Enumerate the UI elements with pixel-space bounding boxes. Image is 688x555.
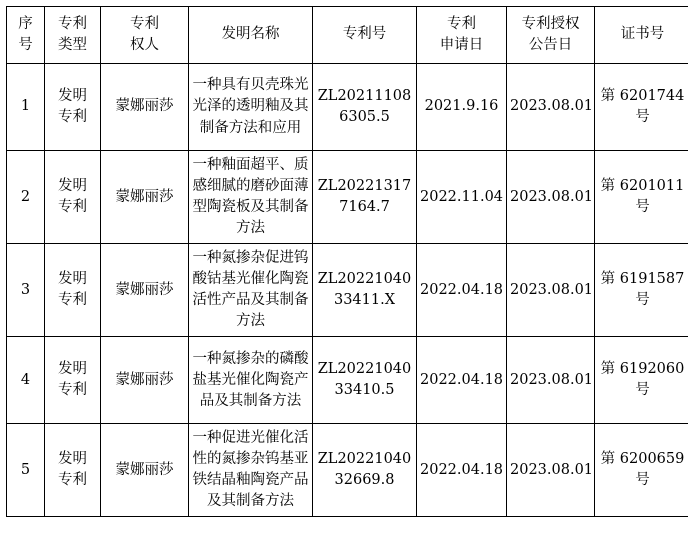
cell-apply-date: 2021.9.16 xyxy=(417,64,507,151)
cell-cert-no: 第 6201011 号 xyxy=(595,151,688,244)
header-apply-date-line-1: 专利 xyxy=(447,15,476,32)
header-owner-line-1: 专利 xyxy=(130,15,159,32)
cell-seq: 1 xyxy=(7,64,45,151)
header-name-line-1: 发明名称 xyxy=(221,26,280,43)
cell-type-line-1: 发明 xyxy=(58,451,87,468)
header-owner-line-2: 权人 xyxy=(130,37,159,53)
cell-type-line-1: 发明 xyxy=(58,271,87,288)
cell-type-line-2: 专利 xyxy=(58,472,87,489)
table-row xyxy=(7,337,688,424)
cell-type xyxy=(45,151,101,244)
table-row xyxy=(7,424,688,517)
cell-invention-name: 一种氮掺杂的磷酸盐基光催化陶瓷产品及其制备方法 xyxy=(189,337,313,424)
cell-owner: 蒙娜丽莎 xyxy=(101,244,189,337)
header-grant-date-line-2: 公告日 xyxy=(528,37,573,53)
cell-seq: 5 xyxy=(7,424,45,517)
cell-type-line-1: 发明 xyxy=(58,178,87,195)
header-cell-name xyxy=(189,7,313,64)
cell-seq: 2 xyxy=(7,151,45,244)
cell-patent-no: ZL2022104033410.5 xyxy=(313,337,417,424)
cell-invention-name: 一种氮掺杂促进钨酸钴基光催化陶瓷活性产品及其制备方法 xyxy=(189,244,313,337)
cell-grant-date: 2023.08.01 xyxy=(507,424,595,517)
cell-patent-no: ZL2022104033411.X xyxy=(313,244,417,337)
cell-patent-no: ZL202111086305.5 xyxy=(313,64,417,151)
header-grant-date-line-1: 专利授权 xyxy=(521,15,580,32)
table-header xyxy=(7,7,688,64)
cell-cert-no: 第 6192060 号 xyxy=(595,337,688,424)
cell-seq: 3 xyxy=(7,244,45,337)
cell-seq: 4 xyxy=(7,337,45,424)
header-apply-date-line-2: 申请日 xyxy=(439,37,484,53)
header-cell-owner xyxy=(101,7,189,64)
header-seq-line-1: 序 xyxy=(18,15,33,32)
cell-type xyxy=(45,244,101,337)
cell-grant-date: 2023.08.01 xyxy=(507,337,595,424)
cell-cert-no: 第 6201744 号 xyxy=(595,64,688,151)
cell-type xyxy=(45,424,101,517)
cell-apply-date: 2022.04.18 xyxy=(417,337,507,424)
cell-type xyxy=(45,337,101,424)
cell-invention-name: 一种釉面超平、质感细腻的磨砂面薄型陶瓷板及其制备方法 xyxy=(189,151,313,244)
cell-type-line-2: 专利 xyxy=(58,109,87,125)
header-cell-apply-date xyxy=(417,7,507,64)
cell-type-line-2: 专利 xyxy=(58,292,87,309)
table-row xyxy=(7,151,688,244)
header-cell-cert-no xyxy=(595,7,688,64)
cell-grant-date: 2023.08.01 xyxy=(507,64,595,151)
cell-type-line-2: 专利 xyxy=(58,199,87,216)
header-cell-patent-no xyxy=(313,7,417,64)
header-type-line-2: 类型 xyxy=(58,37,87,53)
cell-apply-date: 2022.04.18 xyxy=(417,244,507,337)
header-type-line-1: 专利 xyxy=(58,15,87,32)
cell-owner: 蒙娜丽莎 xyxy=(101,337,189,424)
cell-cert-no: 第 6191587 号 xyxy=(595,244,688,337)
header-cert-no-line-1: 证书号 xyxy=(620,26,665,43)
table-body xyxy=(7,64,688,517)
cell-type-line-1: 发明 xyxy=(58,361,87,378)
table-row xyxy=(7,244,688,337)
cell-type xyxy=(45,64,101,151)
cell-owner: 蒙娜丽莎 xyxy=(101,151,189,244)
cell-apply-date: 2022.11.04 xyxy=(417,151,507,244)
patent-list-table xyxy=(6,6,688,517)
header-cell-seq xyxy=(7,7,45,64)
header-seq-line-2: 号 xyxy=(18,37,33,53)
header-cell-grant-date xyxy=(507,7,595,64)
cell-patent-no: ZL2022104032669.8 xyxy=(313,424,417,517)
cell-owner: 蒙娜丽莎 xyxy=(101,64,189,151)
cell-cert-no: 第 6200659 号 xyxy=(595,424,688,517)
cell-grant-date: 2023.08.01 xyxy=(507,151,595,244)
cell-invention-name: 一种具有贝壳珠光光泽的透明釉及其制备方法和应用 xyxy=(189,64,313,151)
table-header-row xyxy=(7,7,688,64)
table-row xyxy=(7,64,688,151)
cell-grant-date: 2023.08.01 xyxy=(507,244,595,337)
cell-patent-no: ZL202213177164.7 xyxy=(313,151,417,244)
cell-owner: 蒙娜丽莎 xyxy=(101,424,189,517)
cell-type-line-1: 发明 xyxy=(58,87,87,104)
header-cell-type xyxy=(45,7,101,64)
cell-apply-date: 2022.04.18 xyxy=(417,424,507,517)
cell-type-line-2: 专利 xyxy=(58,382,87,399)
header-patent-no-line-1: 专利号 xyxy=(342,26,387,43)
cell-invention-name: 一种促进光催化活性的氮掺杂钨基亚铁结晶釉陶瓷产品及其制备方法 xyxy=(189,424,313,517)
